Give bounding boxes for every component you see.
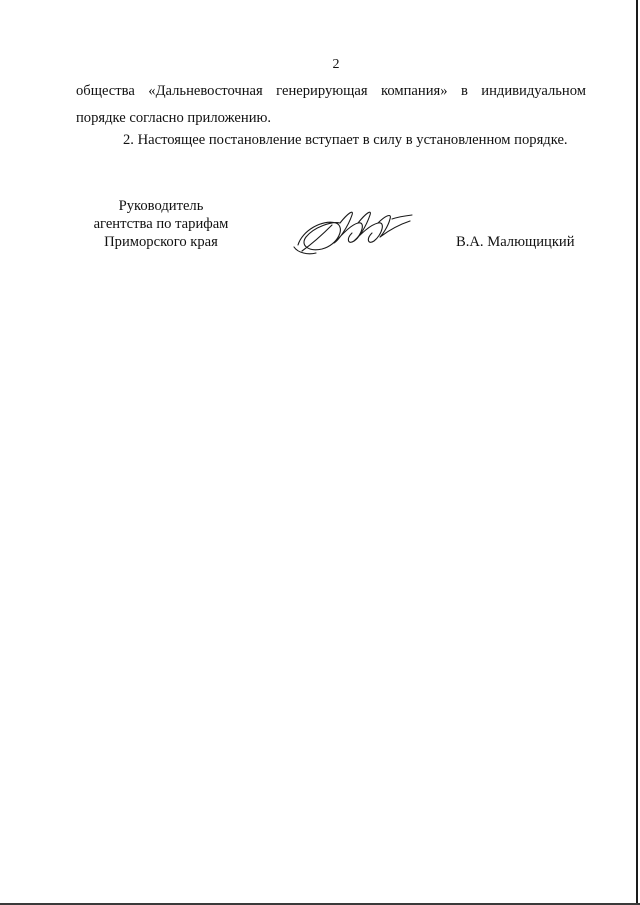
- paragraph-effective-date: 2. Настоящее постановление вступает в силу в установленном порядке.: [123, 132, 568, 148]
- signer-title: [76, 197, 246, 251]
- signer-title-line: агентства по тарифам: [93, 216, 229, 232]
- handwritten-signature: [292, 205, 414, 257]
- page-edge-right: [636, 0, 638, 905]
- signer-name: В.А. Малющицкий: [456, 234, 575, 250]
- signer-title-line: Руководитель: [118, 198, 204, 214]
- paragraph-line: общества «Дальневосточная генерирующая компания» в индивидуальном: [76, 83, 586, 99]
- signer-title-line: Приморского края: [104, 234, 218, 250]
- page-number: 2: [332, 57, 340, 72]
- paragraph-continuation: [76, 78, 586, 132]
- paragraph-line: порядке согласно приложению.: [76, 110, 272, 126]
